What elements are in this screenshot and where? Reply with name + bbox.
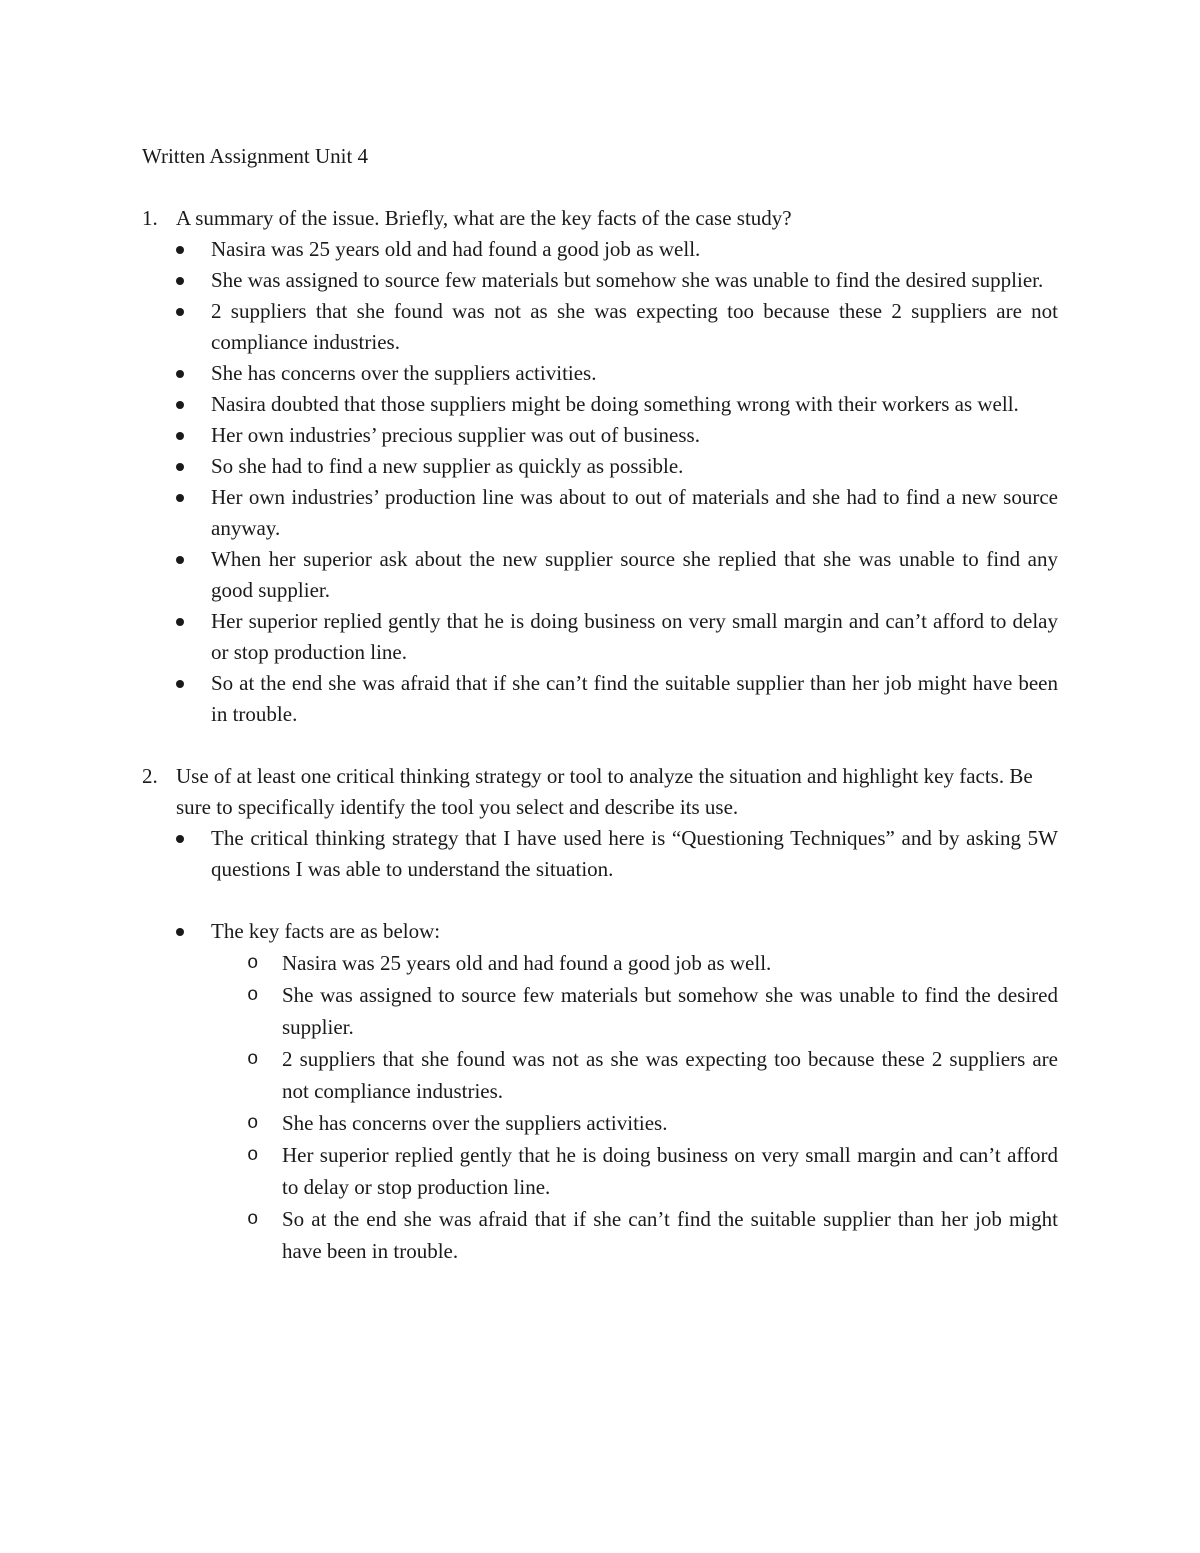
- list-item: [176, 823, 1058, 885]
- document-content: [142, 141, 1058, 1267]
- list-item: [176, 358, 1058, 389]
- list-item-text: The key facts are as below:: [211, 919, 441, 943]
- bullet-icon: [176, 556, 184, 564]
- section-heading: Use of at least one critical thinking strategy or tool to analyze the situation and highlight key facts. Be sure to specifically identify the tool you select and describe its use.: [176, 764, 1033, 819]
- bullet-icon: [176, 432, 184, 440]
- sub-list-item-text: So at the end she was afraid that if she can’t find the suitable supplier than her job might have been in trouble.: [282, 1207, 1058, 1263]
- list-item-text: So she had to find a new supplier as quickly as possible.: [211, 454, 684, 478]
- sub-list-item-text: She has concerns over the suppliers activities.: [282, 1111, 668, 1135]
- section-number: 1.: [142, 206, 158, 230]
- bullet-icon: [176, 463, 184, 471]
- bullet-icon: [176, 277, 184, 285]
- document-title: Written Assignment Unit 4: [142, 144, 369, 168]
- circle-bullet-icon: o: [247, 1112, 259, 1134]
- sub-list-item: [247, 1107, 1058, 1139]
- circle-bullet-icon: o: [247, 952, 259, 974]
- list-item-text: The critical thinking strategy that I have used here is “Questioning Techniques” and by asking 5W questions I was able to understand the situation.: [211, 826, 1058, 881]
- bullet-icon: [176, 308, 184, 316]
- bullet-icon: [176, 494, 184, 502]
- list-item: [176, 389, 1058, 420]
- bullet-list: [176, 234, 1058, 730]
- bullet-icon: [176, 835, 184, 843]
- list-item-text: Her own industries’ production line was about to out of materials and she had to find a new source anyway.: [211, 485, 1058, 540]
- bullet-list: [176, 823, 1058, 1267]
- bullet-icon: [176, 618, 184, 626]
- circle-bullet-icon: o: [247, 1144, 259, 1166]
- section-number: 2.: [142, 764, 158, 788]
- list-item: [176, 420, 1058, 451]
- list-item: [176, 296, 1058, 358]
- sub-list-item: [247, 947, 1058, 979]
- sub-list-item-text: 2 suppliers that she found was not as she was expecting too because these 2 suppliers are not compliance industries.: [282, 1047, 1058, 1103]
- list-item: [176, 606, 1058, 668]
- list-item-text: 2 suppliers that she found was not as she was expecting too because these 2 suppliers are not compliance industries.: [211, 299, 1058, 354]
- circle-bullet-icon: o: [247, 1208, 259, 1230]
- list-item-text: When her superior ask about the new supplier source she replied that she was unable to find any good supplier.: [211, 547, 1058, 602]
- list-item: [176, 234, 1058, 265]
- circle-bullet-icon: o: [247, 1048, 259, 1070]
- section-heading: A summary of the issue. Briefly, what are the key facts of the case study?: [176, 206, 792, 230]
- list-item-text: She has concerns over the suppliers activities.: [211, 361, 597, 385]
- bullet-icon: [176, 928, 184, 936]
- sub-list-item: [247, 1203, 1058, 1267]
- list-item: [176, 916, 1058, 1267]
- list-item-text: Her superior replied gently that he is doing business on very small margin and can’t afford to delay or stop production line.: [211, 609, 1058, 664]
- sub-list-item-text: Her superior replied gently that he is doing business on very small margin and can’t afford to delay or stop production line.: [282, 1143, 1058, 1199]
- list-item: [176, 668, 1058, 730]
- circle-bullet-icon: o: [247, 984, 259, 1006]
- list-item-text: Her own industries’ precious supplier was out of business.: [211, 423, 700, 447]
- bullet-icon: [176, 370, 184, 378]
- list-item: [176, 482, 1058, 544]
- list-item-text: She was assigned to source few materials but somehow she was unable to find the desired supplier.: [211, 268, 1044, 292]
- list-item: [176, 451, 1058, 482]
- section-1: [142, 203, 1058, 730]
- list-item-text: Nasira was 25 years old and had found a good job as well.: [211, 237, 701, 261]
- bullet-icon: [176, 680, 184, 688]
- list-item: [176, 265, 1058, 296]
- sub-list-item: [247, 979, 1058, 1043]
- section-2: [142, 761, 1058, 1267]
- sub-list-item: [247, 1139, 1058, 1203]
- list-item-text: So at the end she was afraid that if she can’t find the suitable supplier than her job might have been in trouble.: [211, 671, 1058, 726]
- sub-list-item: [247, 1043, 1058, 1107]
- list-item-text: Nasira doubted that those suppliers might be doing something wrong with their workers as well.: [211, 392, 1019, 416]
- sub-list-item-text: She was assigned to source few materials but somehow she was unable to find the desired supplier.: [282, 983, 1058, 1039]
- list-item: [176, 544, 1058, 606]
- sub-list-item-text: Nasira was 25 years old and had found a good job as well.: [282, 951, 772, 975]
- bullet-icon: [176, 246, 184, 254]
- bullet-icon: [176, 401, 184, 409]
- sub-bullet-list: [211, 947, 1058, 1267]
